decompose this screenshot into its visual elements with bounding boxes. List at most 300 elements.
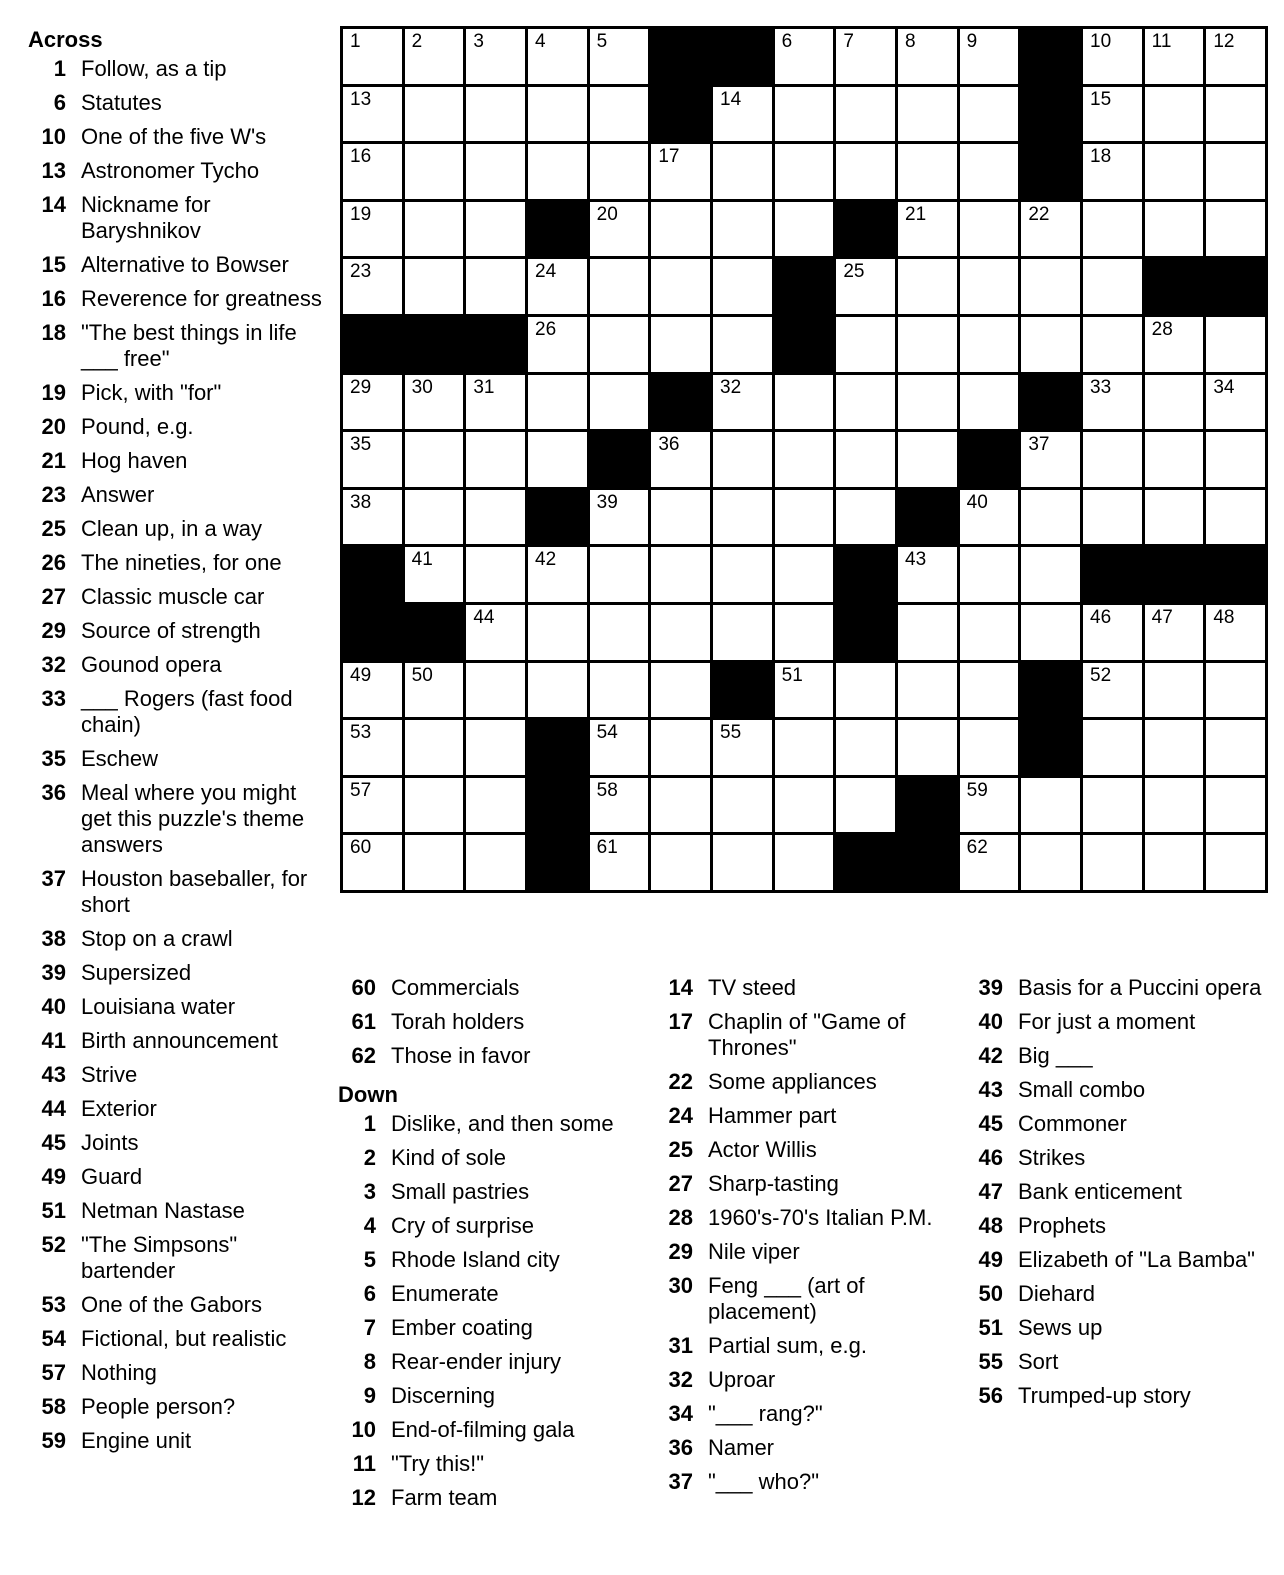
cell-number: 7 bbox=[843, 31, 854, 52]
grid-cell[interactable] bbox=[651, 605, 710, 660]
grid-cell[interactable] bbox=[1145, 317, 1204, 372]
across-clue[interactable] bbox=[28, 320, 328, 372]
clue-text: Nickname for Baryshnikov bbox=[81, 192, 211, 243]
grid-cell[interactable] bbox=[528, 259, 587, 314]
down-clue[interactable] bbox=[655, 1137, 955, 1163]
across-clue[interactable] bbox=[338, 1009, 638, 1035]
grid-cell[interactable] bbox=[775, 663, 834, 718]
grid-cell[interactable] bbox=[1206, 663, 1265, 718]
grid-cell[interactable] bbox=[343, 835, 402, 890]
across-clue[interactable] bbox=[28, 56, 328, 82]
down-clue[interactable] bbox=[655, 1273, 955, 1325]
grid-cell[interactable] bbox=[898, 432, 957, 487]
grid-cell[interactable] bbox=[960, 605, 1019, 660]
grid-cell[interactable] bbox=[713, 835, 772, 890]
grid-cell[interactable] bbox=[1083, 720, 1142, 775]
across-clue[interactable] bbox=[28, 1164, 328, 1190]
grid-cell[interactable] bbox=[775, 375, 834, 430]
grid-cell[interactable] bbox=[898, 720, 957, 775]
across-clue[interactable] bbox=[28, 584, 328, 610]
grid-cell[interactable] bbox=[590, 778, 649, 833]
grid-cell[interactable] bbox=[713, 547, 772, 602]
grid-cell[interactable] bbox=[466, 87, 525, 142]
grid-cell[interactable] bbox=[343, 720, 402, 775]
grid-cell[interactable] bbox=[1206, 87, 1265, 142]
down-list-continued bbox=[655, 975, 955, 1495]
grid-cell[interactable] bbox=[1021, 778, 1080, 833]
across-clue[interactable] bbox=[28, 90, 328, 116]
grid-cell[interactable] bbox=[1206, 432, 1265, 487]
clue-number: 14 bbox=[41, 192, 66, 217]
grid-cell[interactable] bbox=[1145, 144, 1204, 199]
across-clue[interactable] bbox=[28, 1198, 328, 1224]
down-clue[interactable] bbox=[655, 1469, 955, 1495]
down-clue[interactable] bbox=[655, 1069, 955, 1095]
down-clue[interactable] bbox=[655, 1205, 955, 1231]
grid-cell[interactable] bbox=[836, 144, 895, 199]
clue-text: Chaplin of "Game of Thrones" bbox=[708, 1009, 906, 1060]
grid-cell[interactable] bbox=[898, 605, 957, 660]
grid-cell[interactable] bbox=[775, 547, 834, 602]
black-square bbox=[466, 317, 525, 372]
grid-cell[interactable] bbox=[1145, 29, 1204, 84]
across-clue[interactable] bbox=[28, 380, 328, 406]
grid-cell[interactable] bbox=[713, 87, 772, 142]
grid-cell[interactable] bbox=[1145, 778, 1204, 833]
down-clue[interactable] bbox=[338, 1485, 638, 1511]
across-clue[interactable] bbox=[338, 975, 638, 1001]
grid-cell[interactable] bbox=[528, 547, 587, 602]
grid-cell[interactable] bbox=[590, 317, 649, 372]
clue-number: 6 bbox=[53, 90, 66, 115]
clue-number: 51 bbox=[978, 1315, 1003, 1340]
grid-cell[interactable] bbox=[528, 144, 587, 199]
grid-cell[interactable] bbox=[528, 29, 587, 84]
grid-cell[interactable] bbox=[590, 202, 649, 257]
grid-cell[interactable] bbox=[528, 317, 587, 372]
grid-cell[interactable] bbox=[405, 547, 464, 602]
grid-cell[interactable] bbox=[1083, 778, 1142, 833]
down-clue[interactable] bbox=[655, 1171, 955, 1197]
grid-cell[interactable] bbox=[960, 778, 1019, 833]
across-clue[interactable] bbox=[28, 158, 328, 184]
grid-cell[interactable] bbox=[1021, 605, 1080, 660]
grid-cell[interactable] bbox=[960, 547, 1019, 602]
grid-cell[interactable] bbox=[405, 720, 464, 775]
grid-cell[interactable] bbox=[713, 375, 772, 430]
grid-cell[interactable] bbox=[1083, 835, 1142, 890]
grid-cell[interactable] bbox=[651, 432, 710, 487]
clue-number: 34 bbox=[668, 1401, 693, 1426]
across-clue[interactable] bbox=[28, 746, 328, 772]
grid-cell[interactable] bbox=[1145, 605, 1204, 660]
grid-cell[interactable] bbox=[1206, 202, 1265, 257]
across-clue[interactable] bbox=[28, 686, 328, 738]
cell-number: 53 bbox=[350, 722, 372, 744]
grid-cell[interactable] bbox=[651, 317, 710, 372]
down-clue[interactable] bbox=[655, 975, 955, 1001]
down-clue[interactable] bbox=[655, 1333, 955, 1359]
down-clue[interactable] bbox=[965, 1281, 1265, 1307]
grid-cell[interactable] bbox=[590, 835, 649, 890]
grid-cell[interactable] bbox=[343, 663, 402, 718]
clue-number: 10 bbox=[351, 1417, 376, 1442]
down-clue[interactable] bbox=[338, 1145, 638, 1171]
grid-cell[interactable] bbox=[898, 144, 957, 199]
grid-cell[interactable] bbox=[590, 375, 649, 430]
down-clue[interactable] bbox=[655, 1401, 955, 1427]
grid-cell[interactable] bbox=[590, 259, 649, 314]
grid-cell[interactable] bbox=[1145, 720, 1204, 775]
grid-cell[interactable] bbox=[405, 144, 464, 199]
grid-cell[interactable] bbox=[1206, 144, 1265, 199]
grid-cell[interactable] bbox=[960, 720, 1019, 775]
clue-number: 37 bbox=[668, 1469, 693, 1494]
grid-cell[interactable] bbox=[836, 432, 895, 487]
cell-number: 24 bbox=[535, 261, 557, 283]
clue-number: 19 bbox=[41, 380, 66, 405]
grid-cell[interactable] bbox=[590, 490, 649, 545]
grid-cell[interactable] bbox=[466, 29, 525, 84]
grid-cell[interactable] bbox=[1083, 29, 1142, 84]
down-clue[interactable] bbox=[965, 1179, 1265, 1205]
grid-cell[interactable] bbox=[1021, 202, 1080, 257]
grid-cell[interactable] bbox=[898, 317, 957, 372]
down-clue[interactable] bbox=[338, 1315, 638, 1341]
down-clue[interactable] bbox=[965, 975, 1265, 1001]
grid-cell[interactable] bbox=[405, 29, 464, 84]
across-clue[interactable] bbox=[28, 124, 328, 150]
down-clue[interactable] bbox=[965, 1247, 1265, 1273]
down-clue[interactable] bbox=[655, 1103, 955, 1129]
across-clue[interactable] bbox=[28, 1232, 328, 1284]
grid-cell[interactable] bbox=[898, 375, 957, 430]
cell-number: 16 bbox=[350, 146, 372, 168]
down-clue[interactable] bbox=[655, 1435, 955, 1461]
grid-cell[interactable] bbox=[1083, 317, 1142, 372]
grid-cell[interactable] bbox=[1083, 87, 1142, 142]
across-clue[interactable] bbox=[28, 252, 328, 278]
down-clue[interactable] bbox=[655, 1009, 955, 1061]
across-clue[interactable] bbox=[28, 1292, 328, 1318]
grid-cell[interactable] bbox=[343, 144, 402, 199]
grid-cell[interactable] bbox=[590, 720, 649, 775]
down-clue[interactable] bbox=[338, 1111, 638, 1137]
grid-cell[interactable] bbox=[836, 87, 895, 142]
down-clue[interactable] bbox=[338, 1417, 638, 1443]
clue-text: Louisiana water bbox=[81, 994, 236, 1019]
grid-cell[interactable] bbox=[960, 663, 1019, 718]
down-clue[interactable] bbox=[338, 1383, 638, 1409]
grid-cell[interactable] bbox=[775, 835, 834, 890]
down-clue[interactable] bbox=[338, 1179, 638, 1205]
grid-cell[interactable] bbox=[466, 547, 525, 602]
down-clue[interactable] bbox=[338, 1281, 638, 1307]
down-clue[interactable] bbox=[338, 1349, 638, 1375]
across-clue[interactable] bbox=[28, 1394, 328, 1420]
grid-cell[interactable] bbox=[590, 663, 649, 718]
grid-cell[interactable] bbox=[960, 259, 1019, 314]
grid-cell[interactable] bbox=[1021, 547, 1080, 602]
grid-cell[interactable] bbox=[775, 720, 834, 775]
grid-cell[interactable] bbox=[1206, 490, 1265, 545]
grid-cell[interactable] bbox=[466, 720, 525, 775]
grid-cell[interactable] bbox=[960, 375, 1019, 430]
grid-cell[interactable] bbox=[898, 87, 957, 142]
grid-cell[interactable] bbox=[1206, 317, 1265, 372]
grid-cell[interactable] bbox=[775, 432, 834, 487]
grid-cell[interactable] bbox=[1145, 375, 1204, 430]
cell-number: 3 bbox=[473, 31, 484, 52]
grid-cell[interactable] bbox=[960, 87, 1019, 142]
grid-cell[interactable] bbox=[1083, 605, 1142, 660]
grid-cell[interactable] bbox=[960, 144, 1019, 199]
across-clue[interactable] bbox=[28, 866, 328, 918]
grid-cell[interactable] bbox=[343, 490, 402, 545]
grid-cell[interactable] bbox=[898, 202, 957, 257]
grid-cell[interactable] bbox=[528, 375, 587, 430]
grid-cell[interactable] bbox=[405, 259, 464, 314]
across-clue[interactable] bbox=[28, 448, 328, 474]
grid-cell[interactable] bbox=[960, 490, 1019, 545]
across-clue[interactable] bbox=[28, 994, 328, 1020]
grid-cell[interactable] bbox=[1083, 490, 1142, 545]
grid-cell[interactable] bbox=[713, 490, 772, 545]
grid-cell[interactable] bbox=[713, 605, 772, 660]
grid-cell[interactable] bbox=[1083, 259, 1142, 314]
grid-cell[interactable] bbox=[1145, 202, 1204, 257]
grid-cell[interactable] bbox=[898, 259, 957, 314]
grid-cell[interactable] bbox=[1021, 835, 1080, 890]
across-clue[interactable] bbox=[28, 960, 328, 986]
across-clue[interactable] bbox=[28, 1428, 328, 1454]
down-clue[interactable] bbox=[965, 1077, 1265, 1103]
across-clue[interactable] bbox=[28, 482, 328, 508]
grid-cell[interactable] bbox=[466, 663, 525, 718]
grid-cell[interactable] bbox=[1206, 720, 1265, 775]
across-clue[interactable] bbox=[28, 192, 328, 244]
grid-cell[interactable] bbox=[713, 432, 772, 487]
grid-cell[interactable] bbox=[466, 375, 525, 430]
grid-cell[interactable] bbox=[775, 202, 834, 257]
grid-cell[interactable] bbox=[836, 375, 895, 430]
across-clue[interactable] bbox=[28, 618, 328, 644]
grid-cell[interactable] bbox=[528, 432, 587, 487]
grid-cell[interactable] bbox=[651, 490, 710, 545]
grid-cell[interactable] bbox=[590, 605, 649, 660]
grid-cell[interactable] bbox=[1206, 605, 1265, 660]
across-clue[interactable] bbox=[28, 414, 328, 440]
grid-cell[interactable] bbox=[343, 375, 402, 430]
grid-cell[interactable] bbox=[1021, 317, 1080, 372]
grid-cell[interactable] bbox=[713, 317, 772, 372]
down-clue[interactable] bbox=[338, 1451, 638, 1477]
grid-cell[interactable] bbox=[1206, 778, 1265, 833]
grid-cell[interactable] bbox=[713, 144, 772, 199]
down-clue[interactable] bbox=[655, 1367, 955, 1393]
down-clue[interactable] bbox=[965, 1111, 1265, 1137]
grid-cell[interactable] bbox=[713, 778, 772, 833]
grid-cell[interactable] bbox=[405, 375, 464, 430]
grid-cell[interactable] bbox=[651, 547, 710, 602]
down-clue[interactable] bbox=[965, 1383, 1265, 1409]
across-clue[interactable] bbox=[28, 1062, 328, 1088]
grid-cell[interactable] bbox=[651, 259, 710, 314]
grid-cell[interactable] bbox=[343, 432, 402, 487]
grid-cell[interactable] bbox=[1083, 375, 1142, 430]
grid-cell[interactable] bbox=[898, 547, 957, 602]
across-clue[interactable] bbox=[28, 1360, 328, 1386]
grid-cell[interactable] bbox=[960, 202, 1019, 257]
grid-cell[interactable] bbox=[775, 778, 834, 833]
down-clue[interactable] bbox=[965, 1043, 1265, 1069]
down-clue[interactable] bbox=[965, 1315, 1265, 1341]
clue-text: Sews up bbox=[1018, 1315, 1103, 1340]
across-clue[interactable] bbox=[28, 780, 328, 858]
grid-cell[interactable] bbox=[1021, 490, 1080, 545]
grid-cell[interactable] bbox=[898, 663, 957, 718]
grid-cell[interactable] bbox=[651, 202, 710, 257]
grid-cell[interactable] bbox=[590, 87, 649, 142]
clue-text: Feng ___ (art of placement) bbox=[708, 1273, 865, 1324]
grid-cell[interactable] bbox=[590, 547, 649, 602]
grid-cell[interactable] bbox=[1083, 663, 1142, 718]
grid-cell[interactable] bbox=[405, 490, 464, 545]
across-clue[interactable] bbox=[338, 1043, 638, 1069]
down-clue[interactable] bbox=[338, 1247, 638, 1273]
down-clue[interactable] bbox=[338, 1213, 638, 1239]
across-clue[interactable] bbox=[28, 550, 328, 576]
cell-number: 50 bbox=[411, 664, 433, 686]
grid-cell[interactable] bbox=[405, 835, 464, 890]
cell-number: 23 bbox=[350, 261, 372, 283]
clue-text: Guard bbox=[81, 1164, 143, 1189]
grid-cell[interactable] bbox=[1083, 202, 1142, 257]
grid-cell[interactable] bbox=[405, 663, 464, 718]
grid-cell[interactable] bbox=[1083, 144, 1142, 199]
grid-cell[interactable] bbox=[836, 778, 895, 833]
grid-cell[interactable] bbox=[960, 317, 1019, 372]
grid-cell[interactable] bbox=[836, 663, 895, 718]
grid-cell[interactable] bbox=[1083, 432, 1142, 487]
across-clue[interactable] bbox=[28, 1096, 328, 1122]
grid-cell[interactable] bbox=[343, 29, 402, 84]
clue-number: 23 bbox=[41, 482, 66, 507]
grid-cell[interactable] bbox=[1021, 259, 1080, 314]
grid-cell[interactable] bbox=[775, 144, 834, 199]
down-clue[interactable] bbox=[655, 1239, 955, 1265]
grid-cell[interactable] bbox=[960, 29, 1019, 84]
across-clue[interactable] bbox=[28, 926, 328, 952]
grid-cell[interactable] bbox=[1145, 835, 1204, 890]
black-square bbox=[960, 432, 1019, 487]
grid-cell[interactable] bbox=[405, 87, 464, 142]
down-clue[interactable] bbox=[965, 1213, 1265, 1239]
grid-cell[interactable] bbox=[651, 663, 710, 718]
black-square bbox=[528, 490, 587, 545]
across-clue[interactable] bbox=[28, 1130, 328, 1156]
clue-number: 59 bbox=[41, 1428, 66, 1453]
grid-cell[interactable] bbox=[1145, 490, 1204, 545]
grid-cell[interactable] bbox=[1206, 835, 1265, 890]
black-square bbox=[405, 317, 464, 372]
grid-cell[interactable] bbox=[1145, 87, 1204, 142]
grid-cell[interactable] bbox=[405, 432, 464, 487]
cell-number: 43 bbox=[905, 549, 927, 571]
grid-cell[interactable] bbox=[713, 720, 772, 775]
grid-cell[interactable] bbox=[590, 29, 649, 84]
grid-cell[interactable] bbox=[528, 87, 587, 142]
grid-cell[interactable] bbox=[1021, 432, 1080, 487]
grid-cell[interactable] bbox=[343, 87, 402, 142]
grid-cell[interactable] bbox=[775, 490, 834, 545]
black-square bbox=[898, 778, 957, 833]
grid-cell[interactable] bbox=[836, 259, 895, 314]
grid-cell[interactable] bbox=[466, 432, 525, 487]
grid-cell[interactable] bbox=[651, 720, 710, 775]
across-clue[interactable] bbox=[28, 652, 328, 678]
across-clue[interactable] bbox=[28, 1028, 328, 1054]
clue-text: Reverence for greatness bbox=[81, 286, 322, 311]
grid-cell[interactable] bbox=[1206, 29, 1265, 84]
clue-text: The nineties, for one bbox=[81, 550, 282, 575]
grid-cell[interactable] bbox=[466, 778, 525, 833]
grid-cell[interactable] bbox=[466, 202, 525, 257]
grid-cell[interactable] bbox=[960, 835, 1019, 890]
grid-cell[interactable] bbox=[713, 202, 772, 257]
grid-cell[interactable] bbox=[713, 259, 772, 314]
grid-cell[interactable] bbox=[405, 778, 464, 833]
grid-cell[interactable] bbox=[836, 720, 895, 775]
grid-cell[interactable] bbox=[466, 605, 525, 660]
grid-cell[interactable] bbox=[466, 144, 525, 199]
grid-cell[interactable] bbox=[1206, 375, 1265, 430]
across-clue[interactable] bbox=[28, 516, 328, 542]
across-clue[interactable] bbox=[28, 286, 328, 312]
grid-cell[interactable] bbox=[466, 490, 525, 545]
grid-cell[interactable] bbox=[836, 490, 895, 545]
grid-cell[interactable] bbox=[466, 835, 525, 890]
cell-number: 17 bbox=[658, 146, 680, 168]
clue-number: 58 bbox=[41, 1394, 66, 1419]
clue-number: 28 bbox=[668, 1205, 693, 1230]
grid-cell[interactable] bbox=[836, 29, 895, 84]
grid-cell[interactable] bbox=[590, 144, 649, 199]
down-clue[interactable] bbox=[965, 1009, 1265, 1035]
grid-cell[interactable] bbox=[836, 317, 895, 372]
grid-cell[interactable] bbox=[651, 835, 710, 890]
grid-cell[interactable] bbox=[1145, 663, 1204, 718]
grid-cell[interactable] bbox=[343, 202, 402, 257]
grid-cell[interactable] bbox=[651, 144, 710, 199]
grid-cell[interactable] bbox=[528, 605, 587, 660]
grid-cell[interactable] bbox=[466, 259, 525, 314]
grid-cell[interactable] bbox=[1145, 432, 1204, 487]
grid-cell[interactable] bbox=[528, 663, 587, 718]
grid-cell[interactable] bbox=[405, 202, 464, 257]
grid-cell[interactable] bbox=[775, 29, 834, 84]
down-clue[interactable] bbox=[965, 1145, 1265, 1171]
grid-cell[interactable] bbox=[343, 259, 402, 314]
grid-cell[interactable] bbox=[651, 778, 710, 833]
clue-number: 42 bbox=[978, 1043, 1003, 1068]
grid-cell[interactable] bbox=[775, 605, 834, 660]
across-clue[interactable] bbox=[28, 1326, 328, 1352]
grid-cell[interactable] bbox=[343, 778, 402, 833]
down-clue[interactable] bbox=[965, 1349, 1265, 1375]
grid-cell[interactable] bbox=[775, 87, 834, 142]
grid-cell[interactable] bbox=[898, 29, 957, 84]
